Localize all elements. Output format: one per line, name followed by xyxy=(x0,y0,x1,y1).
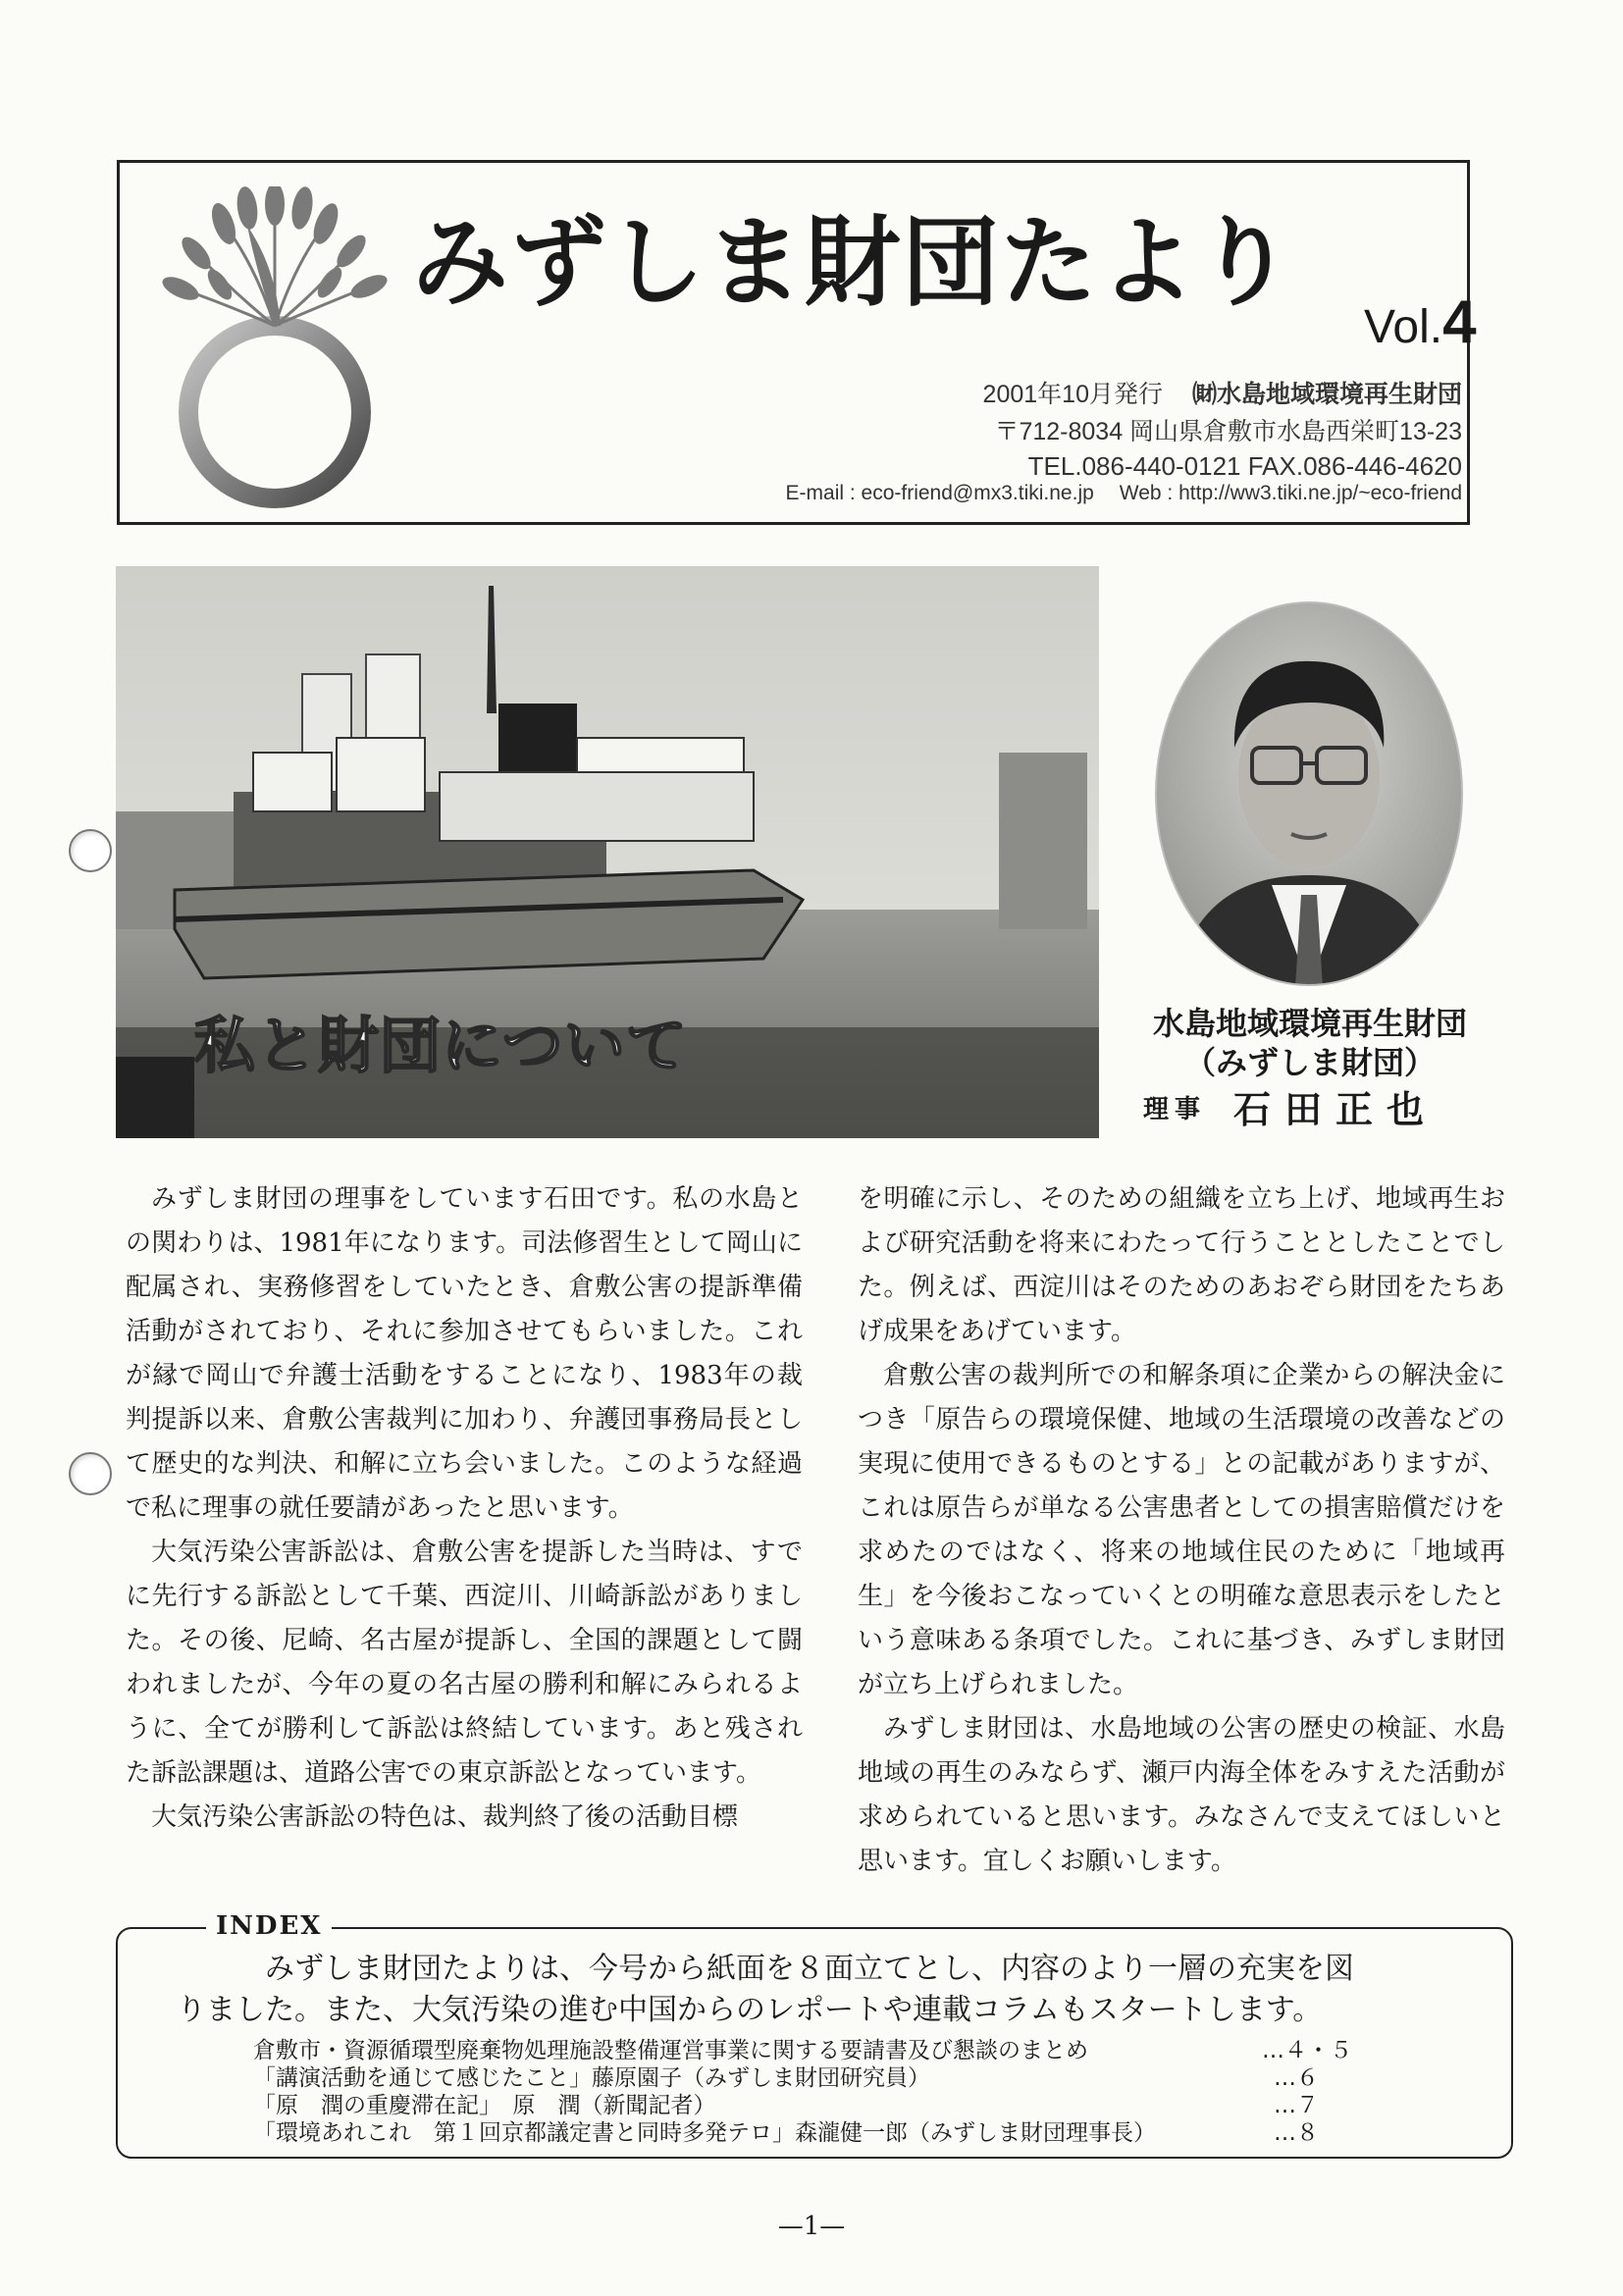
paragraph: 大気汚染公害訴訟の特色は、裁判終了後の活動目標 xyxy=(151,1802,739,1832)
author-portrait xyxy=(1154,600,1464,987)
index-item-title: 「原 潤の重慶滞在記」 原 潤（新聞記者） xyxy=(253,2093,716,2118)
index-intro-line: みずしま財団たよりは、今号から紙面を８面立てとし、内容のより一層の充実を図 xyxy=(265,1952,1354,1986)
article-title: 私と財団について xyxy=(194,1010,688,1081)
organization-name: 水島地域環境再生財団 （みずしま財団） xyxy=(1152,1005,1467,1081)
article-column-right xyxy=(858,1177,1505,1884)
foundation-logo-icon xyxy=(137,186,402,510)
binder-hole xyxy=(69,1452,112,1495)
index-item[interactable] xyxy=(253,2119,1352,2147)
index-item[interactable] xyxy=(253,2064,1352,2092)
index-intro-line: りました。また、大気汚染の進む中国からのレポートや連載コラムもスタートします。 xyxy=(177,1993,1323,2027)
index-item[interactable] xyxy=(253,2037,1352,2064)
postal-address: 〒712-8034 岡山県倉敷市水島西栄町13-23 xyxy=(994,418,1462,445)
author-byline xyxy=(1143,1087,1439,1131)
index-item-title: 「環境あれこれ 第１回京都議定書と同時多発テロ」森瀧健一郎（みずしま財団理事長） xyxy=(253,2120,1156,2146)
paragraph: みずしま財団の理事をしています石田です。私の水島との関わりは、1981年になります。司法修習生として岡山に配属され、実務修習をしていたとき、倉敷公害の提訴準備活動がされており、それに参加させてもらいました。これが縁で岡山で弁護士活動をすることになり、1983年の裁判提訴以来、倉敷公害裁判に加わり、弁護団事務局長として歴史的な判決、和解に立ち会いました。このような経過で私に理事の就任要請があったと思います。 xyxy=(126,1184,803,1523)
index-item-page: …７ xyxy=(1274,2093,1319,2118)
index-item-page: …６ xyxy=(1274,2065,1319,2091)
index-item-page: …８ xyxy=(1274,2120,1319,2146)
index-item[interactable] xyxy=(253,2092,1352,2119)
index-intro xyxy=(177,1949,1482,2031)
paragraph: を明確に示し、そのための組織を立ち上げ、地域再生および研究活動を将来にわたって行うこととしたことでした。例えば、西淀川はそのためのあおぞら財団をたちあげ成果をあげています。 xyxy=(858,1184,1505,1346)
author-name: 石田正也 xyxy=(1233,1087,1439,1131)
paragraph: 倉敷公害の裁判所での和解条項に企業からの解決金につき「原告らの環境保健、地域の生活環境の改善などの実現に使用できるものとする」との記載がありますが、これは原告らが単なる公害患者としての損害賠償だけを求めたのではなく、将来の地域住民のために「地域再生」を今後おこなっていくとの明確な意思表示をしたという意味ある条項でした。これに基づき、みずしま財団が立ち上げられました。 xyxy=(858,1361,1505,1699)
index-item-title: 「講演活動を通じて感じたこと」藤原園子（みずしま財団研究員） xyxy=(253,2065,930,2091)
binder-hole xyxy=(69,829,112,872)
paragraph: みずしま財団は、水島地域の公害の歴史の検証、水島地域の再生のみならず、瀬戸内海全体をみすえた活動が求められていると思います。みなさんで支えてほしいと思います。宜しくお願いします。 xyxy=(858,1714,1505,1876)
article-column-left xyxy=(126,1177,803,1840)
issue-line xyxy=(983,383,1462,407)
contact-web-line xyxy=(786,483,1462,503)
paragraph: 大気汚染公害訴訟は、倉敷公害を提訴した当時は、すでに先行する訴訟として千葉、西淀川、川崎訴訟がありました。その後、尼崎、名古屋が提訴し、全国的課題として闘われましたが、今年の夏の名古屋の勝利和解にみられるように、全てが勝利して訴訟は終結しています。あと残された訴訟課題は、道路公害での東京訴訟となっています。 xyxy=(126,1538,803,1788)
newsletter-title: みずしま財団たより xyxy=(412,205,1295,320)
index-label: INDEX xyxy=(206,1913,332,1939)
website-url: Web : http://ww3.tiki.ne.jp/~eco-friend xyxy=(1119,482,1462,504)
email-address: E-mail : eco-friend@mx3.tiki.ne.jp xyxy=(785,482,1094,504)
index-item-title: 倉敷市・資源循環型廃棄物処理施設整備運営事業に関する要請書及び懇談のまとめ xyxy=(253,2038,1088,2063)
author-role: 理事 xyxy=(1143,1095,1207,1124)
index-item-page: …４・５ xyxy=(1262,2038,1352,2063)
tel-fax: TEL.086-440-0121 FAX.086-446-4620 xyxy=(1027,451,1462,481)
issue-date: 2001年10月発行 xyxy=(982,381,1163,408)
page-number: —1— xyxy=(777,2212,846,2241)
publisher-name: ㈶水島地域環境再生財団 xyxy=(1191,381,1462,408)
index-list xyxy=(253,2037,1352,2147)
volume-number: Vol.4 xyxy=(1364,288,1477,356)
